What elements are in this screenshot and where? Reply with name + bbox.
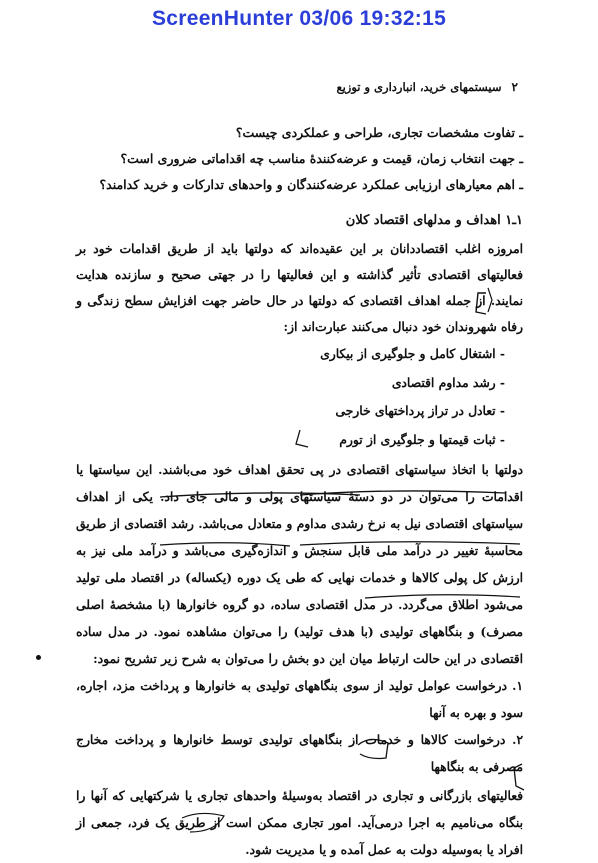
question-item: ـ تفاوت مشخصات تجاری، طراحی و عملکردی چیست؟ <box>235 125 523 140</box>
goals-list <box>76 340 523 454</box>
question-item: ـ جهت انتخاب زمان، قیمت و عرضه‌کنندهٔ مناسب چه اقداماتی ضروری است؟ <box>120 151 523 166</box>
goal-item: - ثبات قیمتها و جلوگیری از تورم <box>76 426 505 455</box>
goal-item: - تعادل در تراز پرداختهای خارجی <box>76 397 505 426</box>
section-title: اهداف و مدلهای اقتصاد کلان <box>345 213 501 228</box>
numbered-item: ۲. درخواست کالاها و خدمات از بنگاههای تولیدی توسط خانوارها و پرداخت مخارج مصرفی به بنگاهها <box>76 732 523 774</box>
goal-item: - رشد مداوم اقتصادی <box>76 369 505 398</box>
goal-item: - اشتغال کامل و جلوگیری از بیکاری <box>76 340 505 369</box>
closing-paragraph: فعالیتهای بازرگانی و تجاری در اقتصاد به‌وسیلهٔ واحدهای تجاری یا شرکتهایی که آنها را بنگاه می‌نامیم به اجرا درمی‌آید. امور تجاری ممکن است از طریق یک فرد، جمعی از افراد یا به‌وسیله دولت به عمل آمده و یا مدیریت شود. <box>76 788 523 857</box>
question-item: ـ اهم معیارهای ارزیابی عملکرد عرضه‌کنندگان و واحدهای تدارکات و خرید کدامند؟ <box>99 177 523 192</box>
numbered-item: ۱. درخواست عوامل تولید از سوی بنگاههای تولیدی به خانوارها و پرداخت مزد، اجاره، سود و بهره به آنها <box>76 678 523 720</box>
section-number: ۱ـ۱ <box>505 213 523 228</box>
intro-paragraph: امروزه اغلب اقتصاددانان بر این عقیده‌اند که دولتها باید از طریق اقدامات خود بر فعالیتهای اقتصادی تأثیر گذاشته و این فعالیتها را در جهتی صحیح و سازنده هدایت نمایند. از جمله اهداف اقتصادی که دولتها در حال حاضر جهت افزایش سطح زندگی و رفاه شهروندان خود دنبال می‌کنند عبارت‌اند از: <box>76 241 523 334</box>
running-title: سیستمهای خرید، انبارداری و توزیع <box>336 80 502 94</box>
screenhunter-watermark: ScreenHunter 03/06 19:32:15 <box>151 7 447 30</box>
body-text <box>76 236 523 863</box>
margin-dot <box>36 655 41 660</box>
running-header <box>78 80 518 94</box>
section-heading <box>78 213 523 228</box>
policy-paragraph: دولتها با اتخاذ سیاستهای اقتصادی در پی تحقق اهداف خود می‌باشند. این سیاستها یا اقدامات را می‌توان در دو دستهٔ سیاستهای پولی و مالی جای داد. یکی از اهداف سیاستهای اقتصادی نیل به نرخ رشدی مداوم و متعادل می‌باشد. رشد اقتصادی از طریق محاسبهٔ تغییر در درآمد ملی قابل سنجش و اندازه‌گیری می‌باشد و درآمد ملی نیز به ارزش کل پولی کالاها و خدمات نهایی که طی یک دوره (یکساله) در اقتصاد ملی تولید می‌شود اطلاق می‌گردد. در مدل اقتصادی ساده، دو گروه خانوارها (با مشخصهٔ اصلی مصرف) و بنگاههای تولیدی (با هدف تولید) را می‌توان مشاهده نمود. در مدل ساده اقتصادی در این حالت ارتباط میان این دو بخش را می‌توان به شرح زیر تشریح نمود: <box>76 462 523 666</box>
page-number: ۲ <box>511 80 518 94</box>
question-list <box>78 120 523 198</box>
